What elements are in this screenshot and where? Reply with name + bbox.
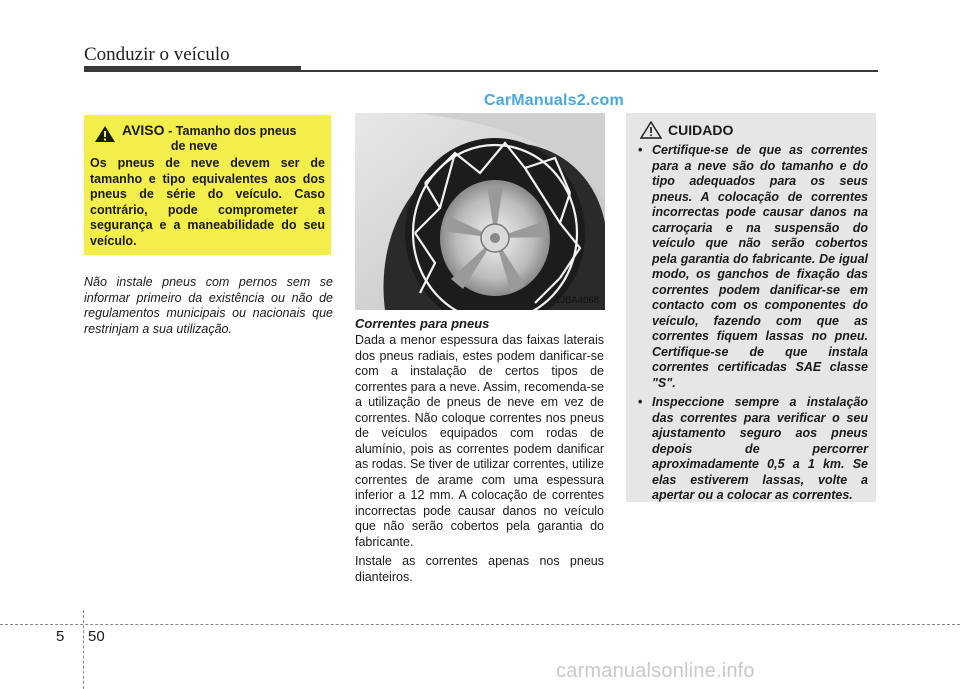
bullet-icon: • [638, 143, 643, 157]
caution-triangle-icon [640, 121, 662, 139]
chains-heading: Correntes para pneus [355, 316, 490, 331]
header-rule-thin [301, 70, 878, 72]
caution-item [634, 143, 868, 391]
page-number: 50 [88, 628, 105, 645]
warning-header [90, 123, 325, 154]
warning-title-block [122, 123, 296, 154]
warning-body: Os pneus de neve devem ser de tamanho e tipo equivalentes aos dos pneus de série do veículo. Caso contrário, pode comprometer a segurança e a maneabilidade do seu veículo. [90, 156, 325, 248]
caution-item-text: Certifique-se de que as correntes para a neve são do tamanho e do tipo adequados para os seus pneus. A colocação de correntes incorrectas pode causar danos na carroçaria e na suspensão do veículo que não serão cobertos pela garantia do fabricante. De igual modo, os ganchos de fixação das correntes podem danificar-se em contacto com os componentes do veículo, fazendo com que as correntes fiquem lassas no pneu. Certifique-se de que instala correntes certificadas SAE classe "S". [652, 143, 868, 390]
caution-item-text: Inspeccione sempre a instalação das correntes para verificar o seu ajustamento seguro aos pneus depois de percorrer aproximadamente 0,5 a 1 km. Se elas estiverem lassas, volte a apertar ou a colocar as correntes. [652, 395, 868, 502]
watermark-top: CarManuals2.com [484, 92, 624, 109]
tire-chain-illustration [355, 113, 605, 310]
caution-box [626, 113, 876, 502]
chains-body [355, 333, 604, 589]
warning-box [84, 115, 331, 255]
page-header-title: Conduzir o veículo [84, 44, 230, 65]
photo-code: 1JBA4068 [555, 295, 599, 306]
page-section-number: 5 [56, 628, 65, 645]
caution-header [640, 121, 868, 139]
chains-paragraph-2: Instale as correntes apenas nos pneus dianteiros. [355, 554, 604, 584]
caution-item [634, 395, 868, 504]
warning-title: AVISO [122, 122, 165, 138]
caution-title: CUIDADO [668, 122, 734, 138]
warning-subtitle-2: de neve [170, 139, 218, 153]
warning-subtitle-1: - Tamanho dos pneus [168, 124, 297, 138]
header-rule-thick [84, 66, 301, 72]
footer-vertical-rule [83, 610, 84, 689]
footer-rule [0, 624, 960, 625]
chains-paragraph-1: Dada a menor espessura das faixas laterais dos pneus radiais, estes podem danificar-se com a instalação de certos tipos de correntes para a neve. Assim, recomenda-se a utilização de pneus de neve em vez de correntes. Não coloque correntes nos pneus de veículos equipados com rodas de alumínio, pois as correntes podem danificar as rodas. Se tiver de utilizar correntes, utilize correntes de arame com uma espessura inferior a 12 mm. A colocação de correntes incorrectas pode causar danos no veículo que não serão cobertos pela garantia do fabricante. [355, 333, 604, 549]
footer-watermark: carmanualsonline.info [556, 660, 755, 682]
studded-tire-note: Não instale pneus com pernos sem se informar primeiro da existência ou não de regulamentos municipais ou nacionais que restrinjam a sua utilização. [84, 275, 333, 336]
tire-chain-photo [355, 113, 605, 310]
caution-list [634, 143, 868, 504]
bullet-icon: • [638, 395, 643, 409]
